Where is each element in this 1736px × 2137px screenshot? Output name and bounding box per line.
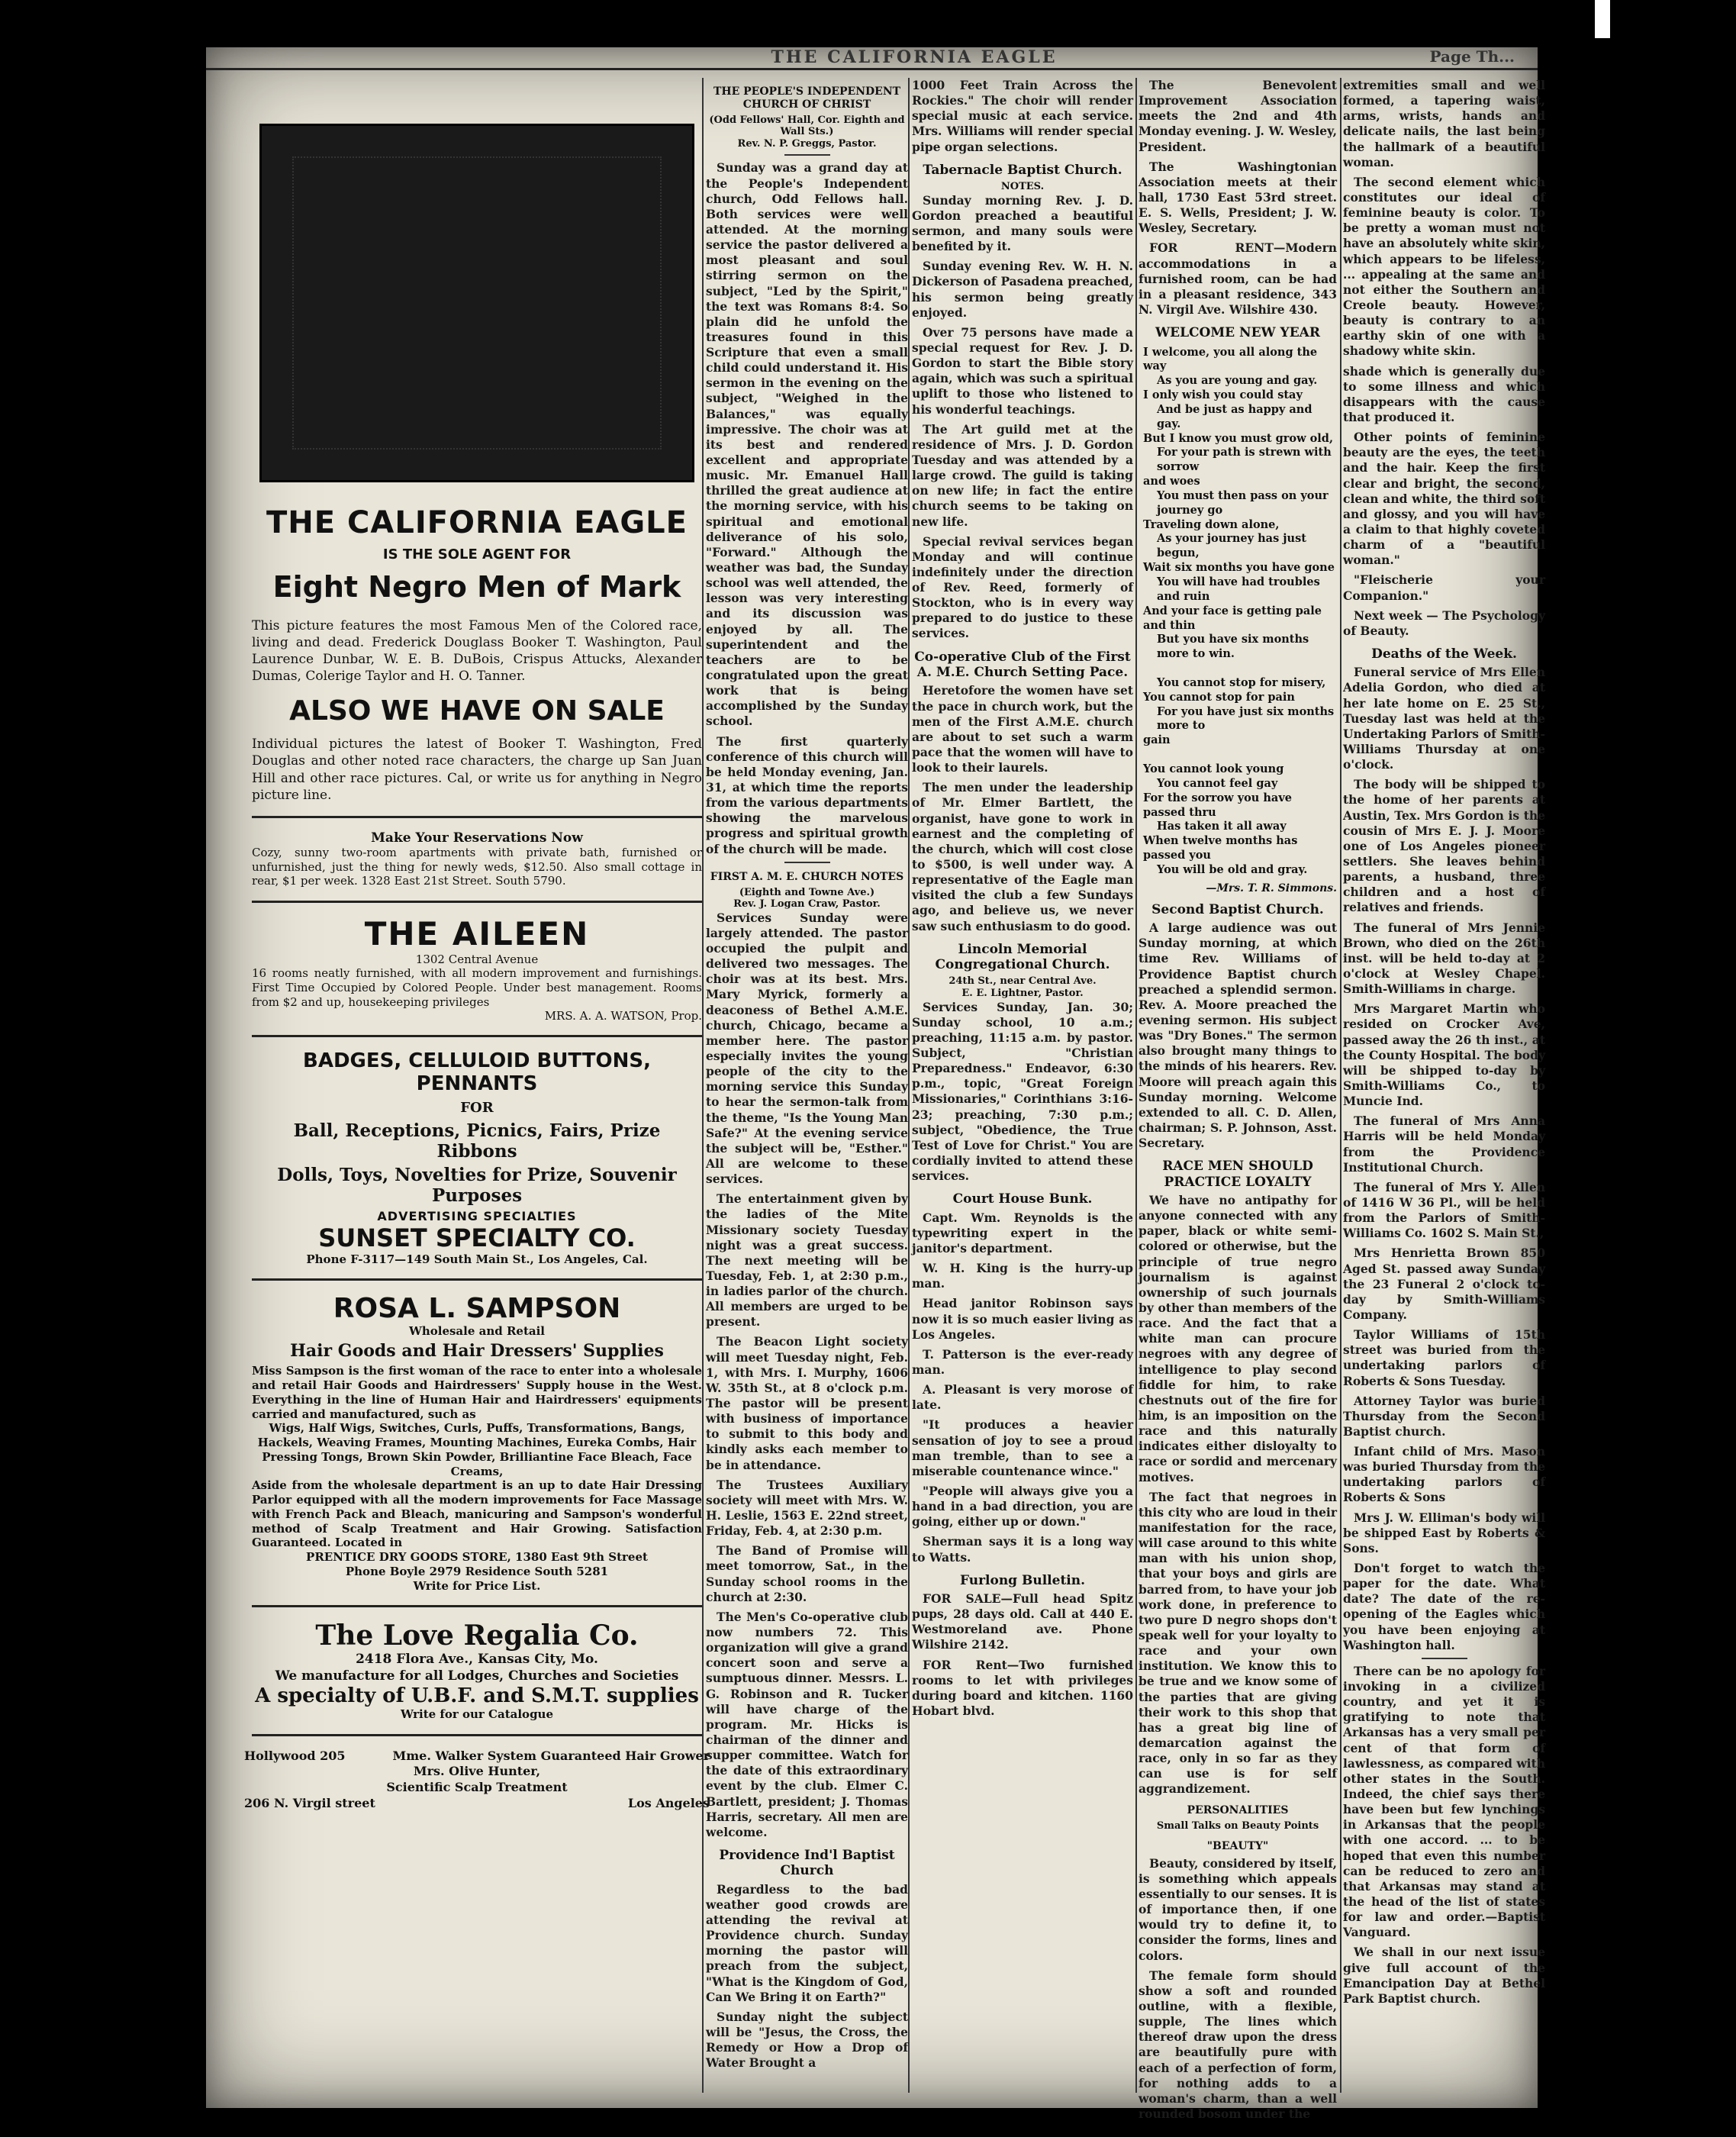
paragraph: The Trustees Auxiliary society will meet with Mrs. W. H. Leslie, 1563 E. 22nd street, Friday, Feb. 4, at 2:30 p.m.: [706, 1477, 908, 1539]
ad-body: Cozy, sunny two-room apartments with private bath, furnished or unfurnished, just the thing for newly weds, $12.50. Also small cottage in rear, $1 per week. 1328 East 21st Street. South 5790.: [252, 845, 702, 888]
poem: [1143, 346, 1337, 878]
ad-for: FOR: [460, 1100, 494, 1117]
poem-line: You cannot stop for pain: [1143, 690, 1295, 704]
ad-title: BADGES, CELLULOID BUTTONS, PENNANTS: [303, 1049, 651, 1096]
ad-phone: Phone F-3117—149 South Main St., Los Angeles, Cal.: [306, 1252, 648, 1267]
article-heading: Co-operative Club of the First A. M.E. Church Setting Pace.: [914, 649, 1131, 681]
paragraph: Services Sunday, Jan. 30; Sunday school, 10 a.m.; preaching, 11:15 a.m. by pastor. Subject, "Christian Preparedness." Endeavor, 6:30 p.m., topic, "Great Foreign Missionaries," Corinthians 3:16-23; preaching, 7:30 p.m.; subject, "Obedience, the True Test of Love for Christ." You are cordially invited to attend these services.: [912, 999, 1133, 1184]
poem-line: For you have just six months more to: [1157, 704, 1335, 733]
article-heading: RACE MEN SHOULD PRACTICE LOYALTY: [1162, 1159, 1313, 1190]
divider: [252, 816, 702, 818]
column-2: [706, 78, 908, 2093]
poem-line: You cannot look young: [1143, 762, 1284, 775]
article-heading: Tabernacle Baptist Church.: [923, 162, 1122, 178]
ad-sub: IS THE SOLE AGENT FOR: [382, 546, 572, 562]
paragraph: Mrs Margaret Martin who resided on Crocker Ave, passed away the 26 th inst., at the County Hospital. The body will be shipped to-day by Smith-Williams Co., to Muncie Ind.: [1343, 1001, 1545, 1109]
paragraph: We shall in our next issue give full account of the Emancipation Day at Bethel Park Baptist church.: [1343, 1945, 1545, 2006]
page-label: Page Th...: [1429, 47, 1515, 66]
poem-line: As your journey has just begun,: [1157, 532, 1306, 560]
poem-line: Wait six months you have gone: [1143, 561, 1335, 575]
ad-address: 2418 Flora Ave., Kansas City, Mo.: [356, 1652, 598, 1668]
ad-company: SUNSET SPECIALTY CO.: [318, 1223, 636, 1253]
paragraph: The funeral of Mrs Y. Allen of 1416 W 36 Pl., will be held from the Parlors of Smith-Williams Co. 1602 S. Main St.,: [1343, 1179, 1545, 1241]
paragraph: Beauty, considered by itself, is something which appeals essentially to our senses. It is of importance then, if one would try to define it, to consider the forms, lines and colors.: [1139, 1855, 1337, 1963]
ad-phone: Hollywood 205: [244, 1748, 346, 1763]
paragraph: Regardless to the bad weather good crowds are attending the revival at Providence church. Sunday morning the pastor will preach from the subject, "What is the Kingdom of God, Can We Bring it on Earth?": [706, 1881, 908, 2004]
paragraph: The fact that negroes in this city who are loud in their manifestation for the race, will case around to this white man with his union shop, that your boys and girls are barred from, to have your job work done, in preference to two pure D negro shops don't speak well for your loyalty to race and your own institution. We know this to be true and we know some of the parties that are giving their work to this shop that has a great big line of demarcation against the race, only in so far as they can use is for self aggrandizement.: [1139, 1489, 1337, 1797]
paragraph: 1000 Feet Train Across the Rockies." The choir will render special music at each service. Mrs. Williams will render special pipe organ selections.: [912, 78, 1133, 154]
divider: [252, 1734, 702, 1736]
divider: [252, 901, 702, 903]
ad-address: 206 N. Virgil street: [244, 1795, 375, 1810]
poem-line: And be just as happy and gay.: [1157, 402, 1312, 430]
poem-line: I welcome, you all along the way: [1143, 345, 1318, 373]
ad-aileen: [252, 915, 702, 1023]
ad-line: Dolls, Toys, Novelties for Prize, Souvenir Purposes: [277, 1165, 677, 1207]
ad-body2: Individual pictures the latest of Booker T. Washington, Fred Douglas and other noted race characters, the charge up San Juan Hill and other race pictures. Cal, or write us for anything in Negro picture line.: [252, 737, 702, 803]
paragraph: Sunday morning Rev. J. D. Gordon preached a beautiful sermon, and many souls were benefited by it.: [912, 192, 1133, 254]
article-heading: THE PEOPLE'S INDEPENDENT CHURCH OF CHRIST: [713, 85, 901, 111]
film-edge-mark: [1595, 0, 1610, 38]
ad-body: This picture features the most Famous Men of the Colored race, living and dead. Frederick Douglass Booker T. Washington, Paul Laurence Dunbar, W. E. B. DuBois, Crispus Attucks, Alexander Dumas, Colerige Taylor and H. O. Tanner.: [252, 618, 702, 685]
ad-head: Hair Goods and Hair Dressers' Supplies: [290, 1341, 664, 1362]
ad-city: Los Angeles: [627, 1795, 710, 1810]
ad-phone: Phone Boyle 2979 Residence South 5281: [345, 1564, 609, 1578]
paragraph: Head janitor Robinson says now it is so much easier living as Los Angeles.: [912, 1296, 1133, 1342]
paragraph: Mrs Henrietta Brown 850 Aged St. passed away Sunday the 23 Funeral 2 o'clock to-day by Smith-Williams Company.: [1343, 1246, 1545, 1322]
column-5: [1343, 78, 1545, 2093]
paragraph: The body will be shipped to the home of her parents at Austin, Tex. Mrs Gordon is the cousin of Mrs E. J. J. Moore one of Los Angeles pioneer settlers. She leaves behind parents, a husband, three children and a host of relatives and friends.: [1343, 777, 1545, 915]
paragraph: The Men's Co-operative club now numbers 72. This organization will give a grand concert soon and serve a sumptuous dinner. Messrs. L. G. Robinson and R. Tucker will have charge of the program. Mr. Hicks is chairman of the dinner and supper committee. Watch for the date of this extraordinary event by the club. Elmer C. Bartlett, president; J. Thomas Harris, secretary. All men are welcome.: [706, 1609, 908, 1839]
poem-line: You will have had troubles and ruin: [1157, 575, 1320, 603]
paragraph: Attorney Taylor was buried Thursday from the Second Baptist church.: [1343, 1393, 1545, 1439]
paragraph: The entertainment given by the ladies of the Mite Missionary society Tuesday night was a great success. The next meeting will be Tuesday, Feb. 1, at 2:30 p.m., in ladies parlor of the church. All members are urged to be present.: [706, 1191, 908, 1330]
ad-service: Scientific Scalp Treatment: [386, 1780, 568, 1795]
short-rule: [784, 862, 830, 863]
ad-california-eagle: [252, 505, 702, 804]
poem-line: [1143, 662, 1337, 676]
ad-on-sale: ALSO WE HAVE ON SALE: [289, 695, 665, 727]
ad-body: Miss Sampson is the first woman of the race to enter into a wholesale and retail Hair Goods and Hairdressers' Supply house in the West. Everything in the line of Human Hair and Hairdressers' equipments carried and manufactured, such as: [252, 1364, 702, 1421]
ad-body2: Aside from the wholesale department is an up to date Hair Dressing Parlor equipped with all the modern improvements for Face Massage with French Pack and Bleach, manicuring and Sampson's wonderful method of Scalp Treatment and Hair Growing. Satisfaction Guaranteed. Located in: [252, 1478, 702, 1550]
paragraph: FOR Rent—Two furnished rooms to let with privileges during board and kitchen. 1160 Hobart blvd.: [912, 1657, 1133, 1719]
article-heading: WELCOME NEW YEAR: [1155, 325, 1320, 341]
ad-title: THE AILEEN: [364, 915, 590, 952]
column-rule: [1135, 78, 1137, 2093]
ad-headline: Eight Negro Men of Mark: [272, 570, 681, 604]
article-sub: Small Talks on Beauty Points: [1156, 1820, 1319, 1832]
paragraph: Services Sunday were largely attended. The pastor occupied the pulpit and delivered two messages. The choir was at its best. Mrs. Mary Myrick, formerly a deaconess of Bethel A.M.E. church, Chicago, became a member here. The pastor especially invites the young people of the city to the morning service this Sunday to hear the sermon-talk from the theme, "Is the Young Man Safe?" At the evening service the subject will be, "Esther." All are welcome to these services.: [706, 910, 908, 1187]
poem-line: When twelve months has passed you: [1143, 834, 1298, 862]
ad-sub: Wholesale and Retail: [408, 1324, 545, 1339]
ad-spec: A specialty of U.B.F. and S.M.T. supplies: [255, 1684, 699, 1707]
paragraph: Infant child of Mrs. Mason was buried Thursday from the undertaking parlors of Roberts & Sons: [1343, 1444, 1545, 1505]
article-heading: Second Baptist Church.: [1151, 901, 1324, 917]
ad-title: THE CALIFORNIA EAGLE: [266, 505, 688, 540]
paragraph: We have no antipathy for anyone connected with any paper, black or white semi-colored or otherwise, but the principle of true negro journalism is against ownership of such journals by other than members of the race. And the fact that a white man can procure negroes with any degree of intelligence to play second fiddle for him, to rake chestnuts out of the fire for him, is an imposition on the race and this naturally indicates either disloyalty to race or sordid and mercenary motives.: [1139, 1193, 1337, 1484]
article-heading: Court House Bunk.: [952, 1191, 1093, 1207]
column-rule: [1340, 78, 1341, 2093]
paragraph: Heretofore the women have set the pace in church work, but the men of the First A.M.E. church are about to set such a warm pace that the women will have to look to their laurels.: [912, 683, 1133, 775]
ad-title: The Love Regalia Co.: [315, 1620, 639, 1652]
paragraph: The second element which constitutes our ideal of feminine beauty is color. To be pretty a woman must not have an absolutely white skin, which appears to be lifeless, ... appealing at the same and not either the Southern and Creole beauty. However, beauty is contrary to an earthy skin of one with a shadowy white skin.: [1343, 174, 1545, 359]
paragraph: Sunday evening Rev. W. H. N. Dickerson of Pasadena preached, his sermon being greatly enjoyed.: [912, 259, 1133, 320]
poem-line: But I know you must grow old,: [1143, 431, 1333, 445]
paragraph: Sherman says it is a long way to Watts.: [912, 1534, 1133, 1565]
article-heading: FIRST A. M. E. CHURCH NOTES: [710, 870, 904, 883]
ad-love-regalia: [252, 1620, 702, 1721]
ad-line: Ball, Receptions, Picnics, Fairs, Prize Ribbons: [293, 1120, 661, 1162]
poem-line: For your path is strewn with sorrow: [1157, 446, 1332, 474]
ad-address: 1302 Central Avenue: [415, 952, 539, 966]
ad-proprietor: MRS. A. A. WATSON, Prop.: [544, 1009, 702, 1023]
column-ads: [244, 78, 710, 2093]
paragraph: Mrs J. W. Elliman's body will be shipped East by Roberts & Sons.: [1343, 1510, 1545, 1555]
article-pastor: E. E. Lightner, Pastor.: [961, 988, 1084, 1000]
poem-line: and woes: [1143, 475, 1200, 488]
poem-line: gain: [1143, 733, 1171, 747]
paragraph: The first quarterly conference of this church will be held Monday evening, Jan. 31, at which time the reports from the various departments showing the marvelous progress and spiritual growth of the church will be made.: [706, 733, 908, 856]
poem-line: I only wish you could stay: [1143, 388, 1303, 402]
ad-reservations: [252, 830, 702, 888]
paragraph: FOR RENT—Modern accommodations in a furnished room, can be had in a pleasant residence, 343 N. Virgil Ave. Wilshire 430.: [1139, 240, 1337, 317]
paragraph: The Beacon Light society will meet Tuesday night, Feb. 1, with Mrs. I. Murphy, 1606 W. 35th St., at 8 o'clock p.m. The pastor will be present with business of importance to submit to this body and kindly asks each member to be in attendance.: [706, 1334, 908, 1472]
poem-line: Traveling down alone,: [1143, 517, 1280, 531]
article-heading: Furlong Bulletin.: [959, 1572, 1086, 1588]
article-sub: NOTES.: [1000, 181, 1045, 193]
ad-price: Write for Price List.: [413, 1578, 541, 1593]
ad-person: Mrs. Olive Hunter,: [413, 1764, 541, 1779]
ad-store: PRENTICE DRY GOODS STORE, 1380 East 9th Street: [306, 1550, 648, 1564]
paragraph: extremities small and well formed, a tapering waist, arms, wrists, hands and delicate nails, the last being the hallmark of a beautiful woman.: [1343, 78, 1545, 169]
newspaper-page: [206, 47, 1545, 2121]
ad-head: Make Your Reservations Now: [371, 830, 583, 846]
article-sub: 24th St., near Central Ave.: [949, 975, 1097, 988]
paragraph: W. H. King is the hurry-up man.: [912, 1261, 1133, 1291]
paragraph: "People will always give you a hand in a bad direction, you are going, either up or down.": [912, 1483, 1133, 1529]
paragraph: "It produces a heavier sensation of joy to see a proud man tremble, than to see a miserable countenance wince.": [912, 1417, 1133, 1478]
paragraph: The funeral of Mrs Anna Harris will be held Monday from the Providence Institutional Church.: [1343, 1114, 1545, 1175]
paragraph: Taylor Williams of 15th street was buried from the undertaking parlors of Roberts & Sons Tuesday.: [1343, 1327, 1545, 1388]
paragraph: Sunday night the subject will be "Jesus, the Cross, the Remedy or How a Drop of Water Brought a: [706, 2009, 908, 2071]
poem-author: —Mrs. T. R. Simmons.: [1206, 882, 1337, 894]
paragraph: There can be no apology for invoking in a civilized country, and yet it is gratifying to note that Arkansas has a very small per cent of that form of lawlessness, as compared with other states in the South. Indeed, the chief says there have been but few lynchings in Arkansas that the people with one accord. ... to be hoped that even this number can be reduced to zero and that Arkansas may stand at the head of the list of states for law and order.—Baptist Vanguard.: [1343, 1663, 1545, 1940]
paragraph: Other points of feminine beauty are the eyes, the teeth and the hair. Keep the first clear and bright, the second, clean and white, the third soft and glossy, and you will have a claim to that highly coveted charm of a "beautiful woman.": [1343, 430, 1545, 568]
article-heading: Deaths of the Week.: [1371, 646, 1517, 662]
paragraph: The men under the leadership of Mr. Elmer Bartlett, the organist, have gone to work in earnest and the completing of the church, which will cost close to $500, is well under way. A representative of the Eagle man visited the club a few Sundays ago, and believe us, we never saw such enthusiasm to do good.: [912, 780, 1133, 933]
column-rule: [908, 78, 910, 2093]
paragraph: shade which is generally due to some illness and which disappears with the cause that produced it.: [1343, 363, 1545, 424]
paragraph: A large audience was out Sunday morning, at which time Rev. Williams of Providence Baptist church preached a splendid sermon. Rev. A. Moore preached the evening sermon. His subject was "Dry Bones." The sermon also brought many things to the minds of his hearers. Rev. Moore will preach again this Sunday morning. Welcome extended to all. C. D. Allen, chairman; S. P. Johnson, Asst. Secretary.: [1139, 920, 1337, 1151]
paragraph: The female form should show a soft and rounded outline, with a flexible, supple, The lines which thereof draw upon the dress are beautifully pure with each of a perfection of form, for nothing adds to a woman's charm, than a well rounded bosom under the: [1139, 1968, 1337, 2121]
paragraph: The funeral of Mrs Jennie Brown, who died on the 26th inst. will be held to-day at 2 o'clock at Wesley Chapel. Smith-Williams in charge.: [1343, 920, 1545, 997]
paragraph: A. Pleasant is very morose of late.: [912, 1382, 1133, 1413]
short-rule: [1422, 1658, 1467, 1659]
poem-line: Has taken it all away: [1157, 820, 1287, 833]
paragraph: The Band of Promise will meet tomorrow, Sat., in the Sunday school rooms in the church at 2:30.: [706, 1543, 908, 1604]
paragraph: Funeral service of Mrs Ellen Adelia Gordon, who died at her late home on E. 25 St., Tuesday last was held at the Undertaking Parlors of Smith-Williams Thursday at one o'clock.: [1343, 665, 1545, 772]
poem-line: But you have six months more to win.: [1157, 633, 1309, 661]
paragraph: The Benevolent Improvement Association meets the 2nd and 4th Monday evening. J. W. Wesley, President.: [1139, 78, 1337, 154]
divider: [252, 1605, 702, 1607]
paragraph: T. Patterson is the ever-ready man.: [912, 1346, 1133, 1377]
paragraph: Special revival services began Monday and will continue indefinitely under the direction of Rev. Reed, formerly of Stockton, who is in every way prepared to do justice to these services.: [912, 533, 1133, 641]
poem-line: You will be old and gray.: [1157, 862, 1308, 876]
paragraph: Sunday was a grand day at the People's Independent church, Odd Fellows hall. Both services were well attended. At the morning service the pastor delivered a most pleasant and soul stirring sermon on the subject, "Led by the Spirit," the text was Romans 8:4. So plain did he unfold the treasures found in this Scripture that even a small child could understand it. His sermon in the evening on the subject, "Weighed in the Balances," was equally impressive. The choir was at its best and rendered excellent and appropriate music. Mr. Emanuel Hall thrilled the great audience at the morning service, with his spiritual and emotional deliverance of his solo, "Forward." Although the weather was bad, the Sunday school was well attended, the lesson was very interesting and its discussion was enjoyed by all. The superintendent and the teachers are to be congratulated upon the great work that is being accomplished by the Sunday school.: [706, 160, 908, 729]
poem-line: For the sorrow you have passed thru: [1143, 791, 1292, 819]
ad-name: Mme. Walker System Guaranteed Hair Grower: [392, 1748, 710, 1763]
ad-spec: ADVERTISING SPECIALTIES: [377, 1209, 577, 1224]
ad-body: 16 rooms neatly furnished, with all modern improvement and furnishings. First Time Occupied by Colored People. Under best management. Rooms from $2 and up, housekeeping privileges: [252, 966, 702, 1009]
article-heading: PERSONALITIES: [1187, 1804, 1289, 1817]
ad-body: We manufacture for all Lodges, Churches and Societies: [275, 1668, 679, 1684]
paragraph: "Fleischerie your Companion.": [1343, 572, 1545, 603]
poem-line: You must then pass on your journey go: [1157, 488, 1329, 517]
column-3: [912, 78, 1133, 2093]
poem-line: As you are young and gay.: [1157, 374, 1318, 388]
poem-line: You cannot feel gay: [1157, 776, 1278, 790]
ad-items: Wigs, Half Wigs, Switches, Curls, Puffs, Transformations, Bangs, Hackels, Weaving Frames, Mounting Machines, Eureka Combs, Hair Pressing Tongs, Brown Skin Powder, Brilliantine Face Bleach, Face Creams,: [257, 1421, 697, 1478]
masthead: THE CALIFORNIA EAGLE: [771, 47, 1058, 67]
article-sub: (Eighth and Towne Ave.): [739, 886, 875, 898]
paragraph: Don't forget to watch the paper for the date. What date? The date of the re-opening of the Eagles which you have been enjoying at Washington hall.: [1343, 1561, 1545, 1652]
column-4: [1139, 78, 1337, 2121]
ad-title: ROSA L. SAMPSON: [333, 1293, 621, 1325]
divider: [252, 1035, 702, 1037]
ad-rosa-sampson: [252, 1293, 702, 1593]
divider: [252, 1278, 702, 1281]
paragraph: FOR SALE—Full head Spitz pups, 28 days old. Call at 440 E. Westmoreland ave. Phone Wilshire 2142.: [912, 1591, 1133, 1652]
article-heading: "BEAUTY": [1206, 1839, 1269, 1852]
portrait-image: [259, 124, 694, 482]
ad-catalogue: Write for our Catalogue: [400, 1707, 554, 1721]
paragraph: The Art guild met at the residence of Mrs. J. D. Gordon Tuesday and was attended by a large crowd. The guild is taking on new life; in fact the entire church seems to be taking on new life.: [912, 421, 1133, 529]
poem-line: And your face is getting pale and thin: [1143, 604, 1322, 632]
article-pastor: Rev. J. Logan Craw, Pastor.: [733, 898, 881, 911]
poem-line: You cannot stop for misery,: [1157, 675, 1326, 689]
ad-hair-grower: [244, 1749, 710, 1812]
paragraph: Next week — The Psychology of Beauty.: [1343, 608, 1545, 638]
poem-line: [1157, 748, 1337, 762]
article-pastor: Rev. N. P. Greggs, Pastor.: [737, 137, 877, 150]
article-heading: Providence Ind'l Baptist Church: [719, 1847, 895, 1879]
ad-sunset-specialty: [252, 1049, 702, 1266]
paragraph: Capt. Wm. Reynolds is the typewriting expert in the janitor's department.: [912, 1210, 1133, 1255]
article-sub: (Odd Fellows' Hall, Cor. Eighth and Wall Sts.): [709, 114, 905, 138]
paragraph: The Washingtonian Association meets at their hall, 1730 East 53rd street. E. S. Wells, President; J. W. Wesley, Secretary.: [1139, 159, 1337, 236]
paragraph: Over 75 persons have made a special request for Rev. J. D. Gordon to start the Bible story again, which was such a spiritual uplift to those who listened to his wonderful teachings.: [912, 324, 1133, 417]
short-rule: [784, 154, 830, 156]
article-heading: Lincoln Memorial Congregational Church.: [935, 941, 1110, 973]
